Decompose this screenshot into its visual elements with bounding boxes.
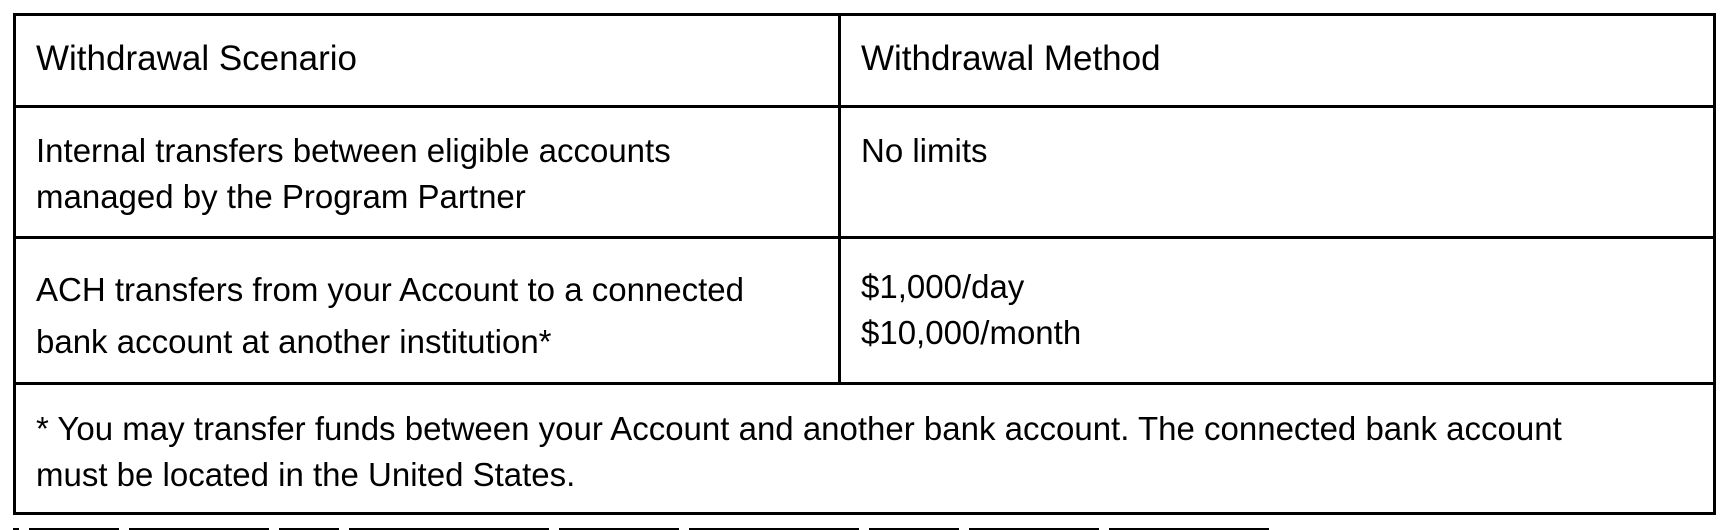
header-withdrawal-scenario: Withdrawal Scenario xyxy=(16,16,841,105)
method-text-line: No limits xyxy=(861,132,988,169)
footnote-cell xyxy=(16,385,1713,515)
table-header-row xyxy=(16,16,1713,108)
scenario-text-line: bank account at another institution* xyxy=(36,323,552,360)
method-cell xyxy=(841,108,1716,236)
scenario-cell xyxy=(16,239,841,382)
method-text-line: $1,000/day xyxy=(861,268,1025,305)
table-row xyxy=(16,239,1713,385)
cropped-text-fragment xyxy=(13,518,1613,530)
header-withdrawal-method: Withdrawal Method xyxy=(861,39,1161,78)
scenario-text-line: managed by the Program Partner xyxy=(36,178,526,215)
scenario-text-line: ACH transfers from your Account to a connected xyxy=(36,271,745,308)
method-cell xyxy=(841,239,1716,382)
method-text-line: $10,000/month xyxy=(861,314,1082,351)
footnote-text-line: must be located in the United States. xyxy=(36,456,576,493)
withdrawal-limits-table xyxy=(13,13,1716,515)
table-row xyxy=(16,108,1713,239)
footnote-row xyxy=(16,385,1713,515)
scenario-text-line: Internal transfers between eligible accounts xyxy=(36,132,671,169)
footnote-text-line: * You may transfer funds between your Account and another bank account. The connected bank account xyxy=(36,410,1562,447)
scenario-cell xyxy=(16,108,841,236)
